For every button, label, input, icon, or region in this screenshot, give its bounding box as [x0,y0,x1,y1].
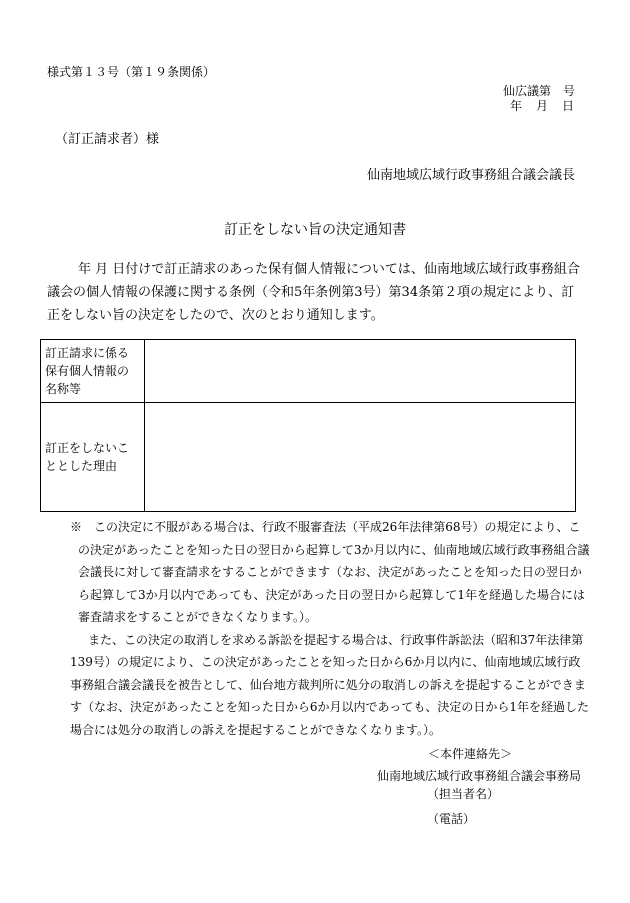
contact-phone: （電話） [427,812,476,826]
contact-office: 仙南地域広域行政事務組合議会事務局 [377,769,582,783]
recipient: （訂正請求者）様 [55,132,160,147]
document-date: 年 月 日 [509,99,575,113]
note-lawsuit: また、この決定の取消しを求める訴訟を提起する場合は、行政事件訴訟法（昭和37年法律第139号）の規定により、この決定があったことを知った日から6か月以内に、仙南地域広域行政事務組合議会議長を被告として、仙台地方裁判所に処分の取消しの訴えを提起することができます（なお、決定があったことを知った日から6か月以内であっても、決定の日から1年を経過した場合には処分の取消しの訴えを提起することができなくなります。）。 [70,632,590,737]
document-number: 仙広議第 号 [502,84,575,98]
contact-heading: ＜本件連絡先＞ [428,747,513,761]
row-value-record-name[interactable] [145,340,576,403]
contact-person: （担当者名） [427,787,500,801]
document-title: 訂正をしない旨の決定通知書 [224,222,406,238]
table-row [41,340,576,403]
row-label-record-name: 訂正請求に係る保有個人情報の名称等 [41,340,145,403]
body-text: 年 月 日付けで訂正請求のあった保有個人情報については、仙南地域広域行政事務組合議会の個人情報の保護に関する条例（令和5年条例第3号）第34条第２項の規定により、訂正をしない旨の決定をしたので、次のとおり通知します。 [47,262,580,323]
row-label-reason: 訂正をしないこととした理由 [41,403,145,512]
table-row [41,403,576,512]
row-value-reason[interactable] [145,403,576,512]
body-paragraph [47,258,587,327]
sender: 仙南地域広域行政事務組合議会議長 [366,168,575,183]
note-appeal: ※ この決定に不服がある場合は、行政不服審査法（平成26年法律第68号）の規定により、この決定があったことを知った日の翌日から起算して3か月以内に、仙南地域広域行政事務組合議会議長に対して審査請求をすることができます（なお、決定があったことを知った日の翌日から起算して3か月以内であっても、決定があった日の翌日から起算して1年を経過した場合には審査請求をすることができなくなります。）。 [70,520,590,624]
info-table [40,339,576,512]
notes-section [70,516,590,741]
form-number: 様式第１３号（第１９条関係） [47,65,216,79]
